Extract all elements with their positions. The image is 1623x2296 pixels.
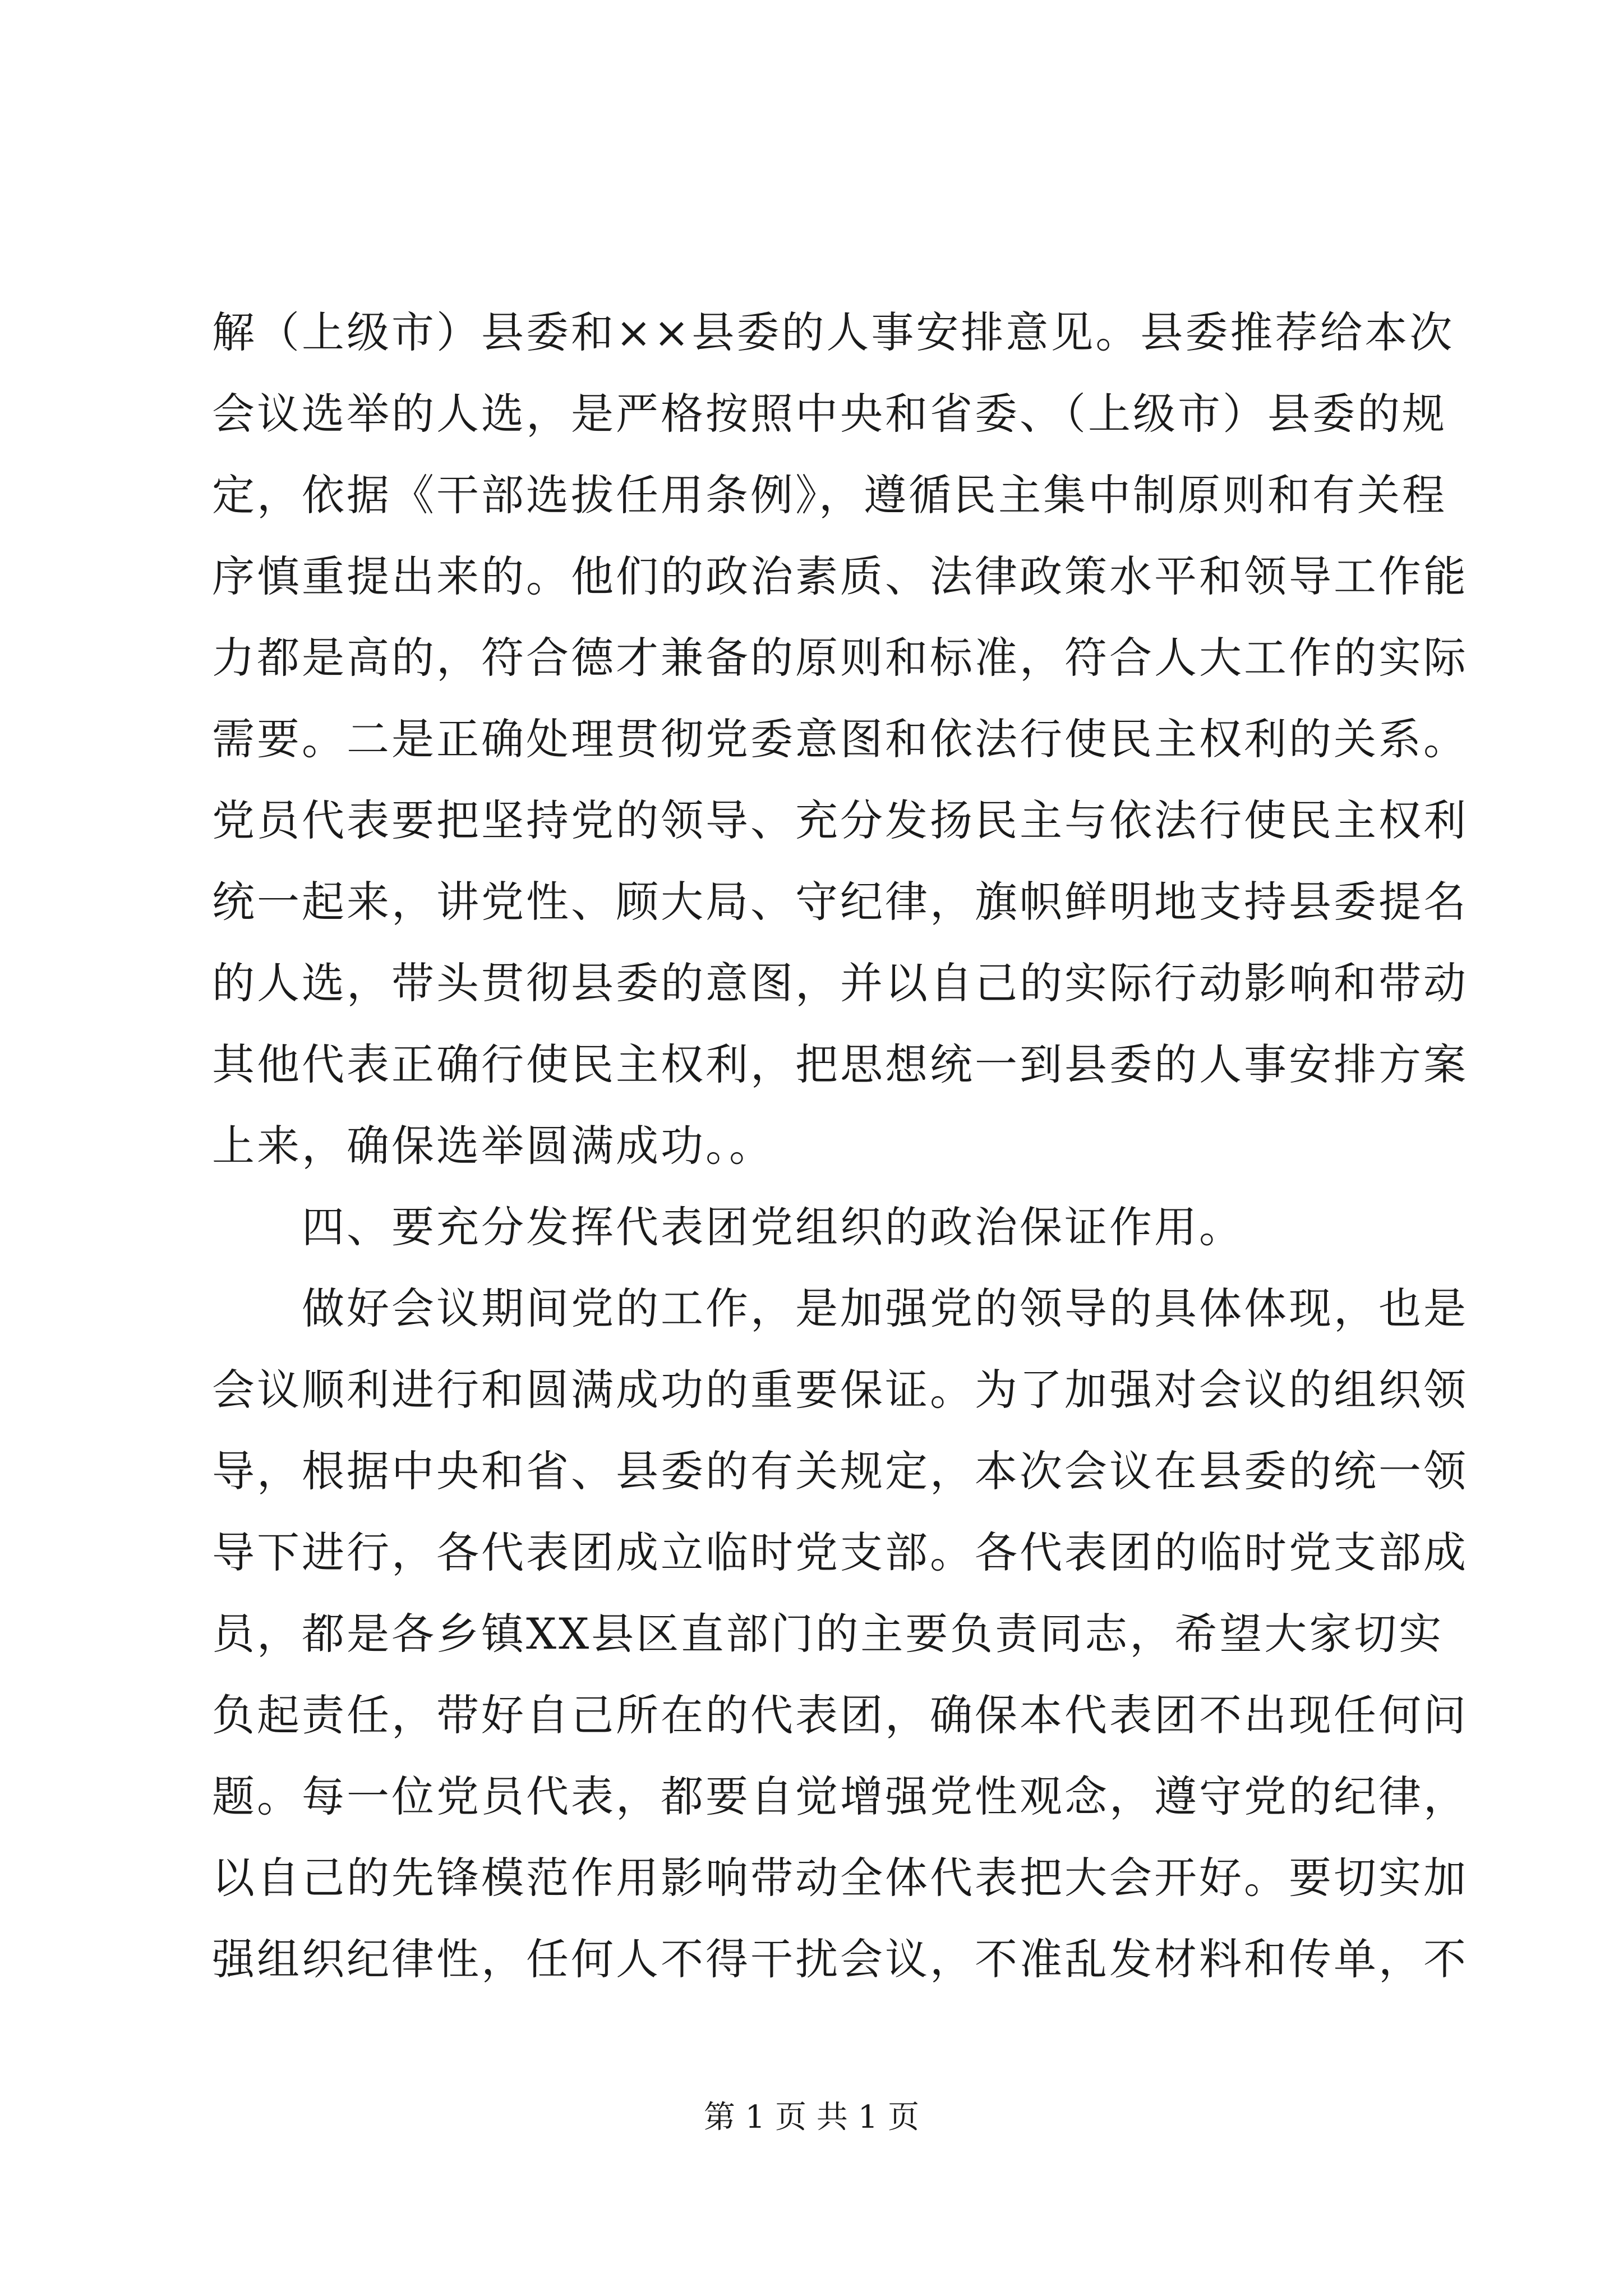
text-line: 统一起来，讲党性、顾大局、守纪律，旗帜鲜明地支持县委提名 — [212, 877, 1468, 927]
text-line: 导，根据中央和省、县委的有关规定，本次会议在县委的统一领 — [212, 1446, 1468, 1496]
section-heading: 四、要充分发挥代表团党组织的政治保证作用。 — [302, 1202, 1244, 1252]
text-line: 会议选举的人选，是严格按照中央和省委、（上级市）县委的规 — [212, 389, 1447, 439]
text-line: 上来，确保选举圆满成功。。 — [212, 1121, 774, 1171]
body-text — [212, 292, 1468, 2000]
text-line: 员，都是各乡镇XX县区直部门的主要负责同志，希望大家切实 — [212, 1609, 1444, 1659]
text-line: 会议顺利进行和圆满成功的重要保证。为了加强对会议的组织领 — [212, 1365, 1468, 1415]
text-line: 以自己的先锋模范作用影响带动全体代表把大会开好。要切实加 — [212, 1853, 1468, 1903]
paragraph-first-line: 做好会议期间党的工作，是加强党的领导的具体体现，也是 — [302, 1283, 1468, 1333]
text-line: 解（上级市）县委和××县委的人事安排意见。县委推荐给本次 — [212, 307, 1455, 357]
text-line: 强组织纪律性，任何人不得干扰会议，不准乱发材料和传单，不 — [212, 1934, 1468, 1984]
text-line: 定，依据《干部选拔任用条例》，遵循民主集中制原则和有关程 — [212, 470, 1447, 520]
text-line: 党员代表要把坚持党的领导、充分发扬民主与依法行使民主权利 — [212, 795, 1468, 845]
text-line: 其他代表正确行使民主权利，把思想统一到县委的人事安排方案 — [212, 1039, 1468, 1089]
text-line: 力都是高的，符合德才兼备的原则和标准，符合人大工作的实际 — [212, 633, 1468, 683]
page-number-footer: 第 1 页 共 1 页 — [703, 2099, 920, 2136]
text-line: 题。每一位党员代表，都要自觉增强党性观念，遵守党的纪律， — [212, 1772, 1468, 1821]
text-line: 序慎重提出来的。他们的政治素质、法律政策水平和领导工作能 — [212, 551, 1468, 601]
text-line: 的人选，带头贯彻县委的意图，并以自己的实际行动影响和带动 — [212, 958, 1468, 1008]
text-line: 需要。二是正确处理贯彻党委意图和依法行使民主权利的关系。 — [212, 714, 1468, 764]
text-line: 导下进行，各代表团成立临时党支部。各代表团的临时党支部成 — [212, 1527, 1468, 1577]
text-line: 负起责任，带好自己所在的代表团，确保本代表团不出现任何问 — [212, 1690, 1468, 1740]
